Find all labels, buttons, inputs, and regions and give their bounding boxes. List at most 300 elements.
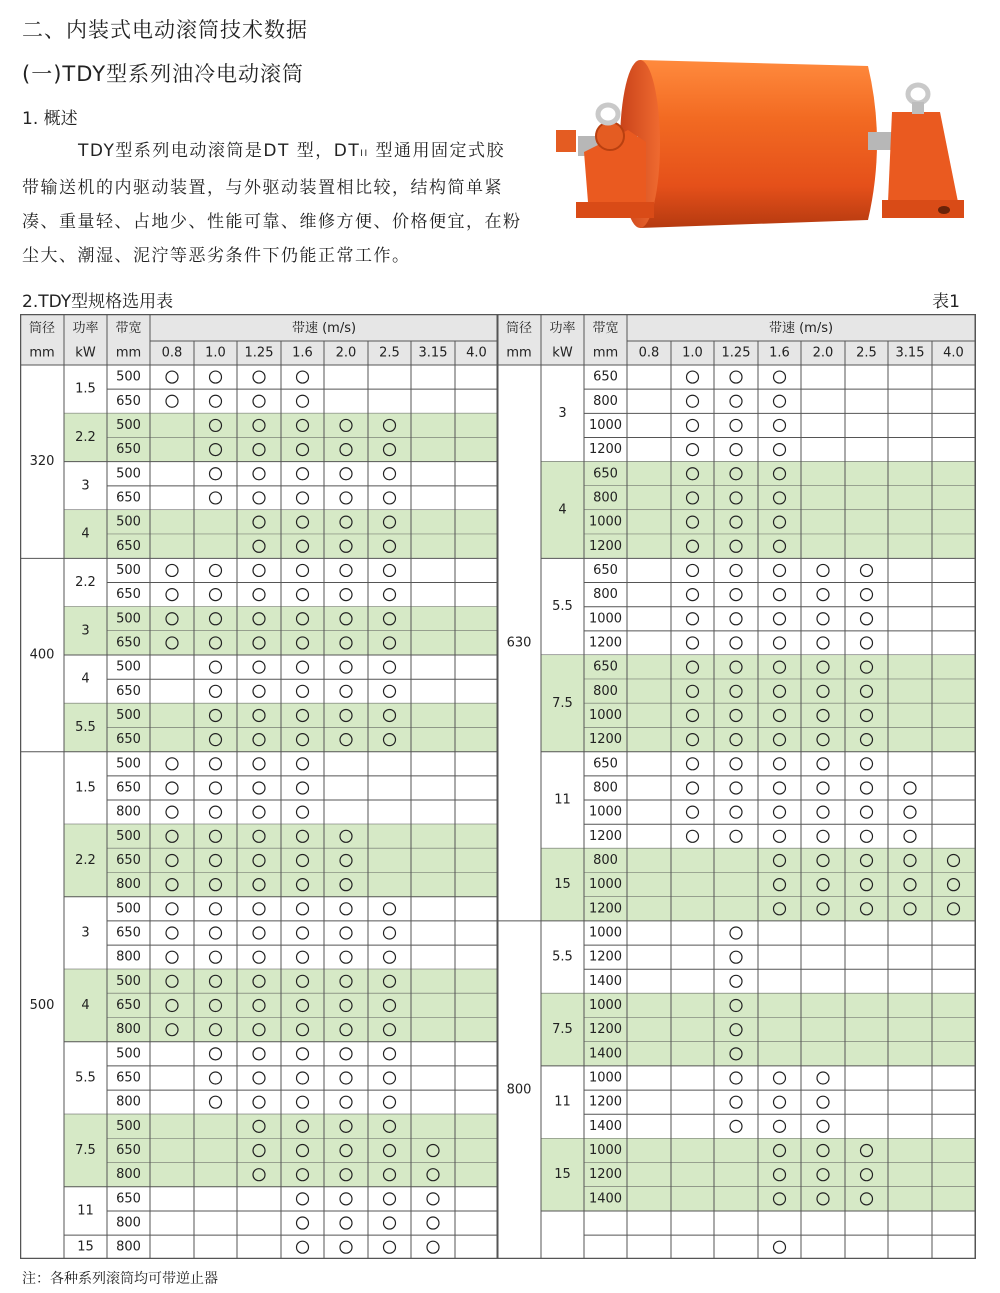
availability-mark xyxy=(253,589,265,601)
power-cell: 5.5 xyxy=(552,599,573,615)
availability-mark xyxy=(384,903,396,915)
availability-mark xyxy=(253,927,265,939)
green-row-bg xyxy=(584,534,975,558)
belt-width-cell: 650 xyxy=(593,659,618,675)
power-cell: 5.5 xyxy=(75,1070,96,1086)
header-drum-diameter: 筒径 xyxy=(505,321,533,336)
availability-mark xyxy=(817,589,829,601)
availability-mark xyxy=(774,830,786,842)
header-width-unit: mm xyxy=(115,345,142,361)
power-cell: 15 xyxy=(554,877,571,893)
availability-mark xyxy=(687,371,699,383)
belt-width-cell: 650 xyxy=(116,442,141,458)
availability-mark xyxy=(774,371,786,383)
availability-mark xyxy=(774,806,786,818)
header-speed-4.0: 4.0 xyxy=(943,345,964,361)
availability-mark xyxy=(166,782,178,794)
green-row-bg xyxy=(584,703,975,727)
availability-mark xyxy=(774,564,786,576)
availability-mark xyxy=(904,782,916,794)
belt-width-cell: 1200 xyxy=(588,828,623,844)
availability-mark xyxy=(253,1048,265,1060)
availability-mark xyxy=(340,1241,352,1253)
availability-mark xyxy=(297,782,309,794)
availability-mark xyxy=(210,371,222,383)
header-speed-2.0: 2.0 xyxy=(335,345,357,361)
green-row-bg xyxy=(584,728,975,752)
availability-mark xyxy=(253,395,265,407)
belt-width-cell: 1200 xyxy=(588,442,623,458)
belt-width-cell: 800 xyxy=(593,683,618,699)
availability-mark xyxy=(297,395,309,407)
availability-mark xyxy=(253,371,265,383)
belt-width-cell: 650 xyxy=(116,538,141,554)
availability-mark xyxy=(384,1241,396,1253)
availability-mark xyxy=(210,468,222,480)
availability-mark xyxy=(210,589,222,601)
availability-mark xyxy=(687,613,699,625)
belt-width-cell: 1200 xyxy=(588,949,623,965)
availability-mark xyxy=(166,927,178,939)
availability-mark xyxy=(253,758,265,770)
availability-mark xyxy=(687,830,699,842)
availability-mark xyxy=(166,589,178,601)
header-power-unit: kW xyxy=(552,345,573,361)
header-belt-width: 带宽 xyxy=(115,321,142,336)
belt-width-cell: 1200 xyxy=(588,732,623,748)
availability-mark xyxy=(340,564,352,576)
availability-mark xyxy=(730,419,742,431)
availability-mark xyxy=(210,661,222,673)
power-cell: 3 xyxy=(81,623,90,639)
power-cell: 7.5 xyxy=(552,1022,573,1038)
green-row-bg xyxy=(107,728,498,752)
availability-mark xyxy=(253,903,265,915)
availability-mark xyxy=(297,927,309,939)
availability-mark xyxy=(297,685,309,697)
availability-mark xyxy=(730,637,742,649)
belt-width-cell: 500 xyxy=(116,466,141,482)
availability-mark xyxy=(730,830,742,842)
belt-width-cell: 800 xyxy=(116,1094,141,1110)
green-row-bg xyxy=(584,486,975,510)
belt-width-cell: 800 xyxy=(116,1167,141,1183)
belt-width-cell: 500 xyxy=(116,707,141,723)
power-cell: 3 xyxy=(81,478,90,494)
availability-mark xyxy=(730,975,742,987)
availability-mark xyxy=(427,1193,439,1205)
availability-mark xyxy=(861,613,873,625)
belt-width-cell: 650 xyxy=(116,1143,141,1159)
availability-mark xyxy=(253,685,265,697)
availability-mark xyxy=(253,782,265,794)
availability-mark xyxy=(210,564,222,576)
belt-width-cell: 650 xyxy=(116,1191,141,1207)
availability-mark xyxy=(253,806,265,818)
availability-mark xyxy=(904,806,916,818)
header-drum-unit: mm xyxy=(29,345,55,361)
header-speed-1.6: 1.6 xyxy=(769,345,790,361)
availability-mark xyxy=(384,564,396,576)
belt-width-cell: 500 xyxy=(116,369,141,385)
availability-mark xyxy=(861,564,873,576)
availability-mark xyxy=(861,830,873,842)
availability-mark xyxy=(384,685,396,697)
availability-mark xyxy=(297,589,309,601)
availability-mark xyxy=(340,1217,352,1229)
header-power: 功率 xyxy=(72,321,99,336)
overview-text-2: 型通用固定式胶带输送机的内驱动装置，与外驱动装置相比较，结构简单紧凑、重量轻、占地少、性能可靠、维修方便、价格便宜，在粉尘大、潮湿、泥泞等恶劣条件下仍能正常工作。 xyxy=(22,141,522,266)
availability-mark xyxy=(774,613,786,625)
availability-mark xyxy=(210,806,222,818)
drum-diameter-cell: 320 xyxy=(29,454,55,470)
availability-mark xyxy=(817,637,829,649)
availability-mark xyxy=(384,1193,396,1205)
availability-mark xyxy=(817,1120,829,1132)
availability-mark xyxy=(904,830,916,842)
power-cell: 5.5 xyxy=(552,949,573,965)
power-cell: 11 xyxy=(77,1203,94,1219)
belt-width-cell: 650 xyxy=(116,852,141,868)
availability-mark xyxy=(730,1072,742,1084)
power-cell: 3 xyxy=(81,925,90,941)
section-heading: 二、内装式电动滚筒技术数据 xyxy=(22,18,308,42)
table-heading: 2.TDY型规格选用表 xyxy=(22,292,174,312)
header-speed-0.8: 0.8 xyxy=(638,345,660,361)
availability-mark xyxy=(340,927,352,939)
header-speed-1.0: 1.0 xyxy=(205,345,226,361)
belt-width-cell: 1000 xyxy=(588,1143,623,1159)
availability-mark xyxy=(210,951,222,963)
belt-width-cell: 1400 xyxy=(588,1191,623,1207)
electric-drum-photo xyxy=(548,52,968,242)
availability-mark xyxy=(384,589,396,601)
availability-mark xyxy=(730,444,742,456)
availability-mark xyxy=(253,951,265,963)
power-cell: 2.2 xyxy=(75,430,96,446)
availability-mark xyxy=(730,589,742,601)
availability-mark xyxy=(384,661,396,673)
availability-mark xyxy=(687,444,699,456)
availability-mark xyxy=(384,927,396,939)
belt-width-cell: 1000 xyxy=(588,1070,623,1086)
availability-mark xyxy=(384,468,396,480)
availability-mark xyxy=(817,613,829,625)
belt-width-cell: 650 xyxy=(116,683,141,699)
belt-width-cell: 500 xyxy=(116,901,141,917)
availability-mark xyxy=(297,806,309,818)
availability-mark xyxy=(340,661,352,673)
availability-mark xyxy=(210,1048,222,1060)
belt-width-cell: 1000 xyxy=(588,417,623,433)
belt-width-cell: 800 xyxy=(593,852,618,868)
availability-mark xyxy=(340,903,352,915)
belt-width-cell: 650 xyxy=(116,925,141,941)
availability-mark xyxy=(210,782,222,794)
availability-mark xyxy=(297,1241,309,1253)
availability-mark xyxy=(384,1217,396,1229)
availability-mark xyxy=(774,1072,786,1084)
availability-mark xyxy=(730,564,742,576)
availability-mark xyxy=(210,1096,222,1108)
belt-width-cell: 800 xyxy=(116,1215,141,1231)
belt-width-cell: 1000 xyxy=(588,998,623,1014)
availability-mark xyxy=(340,1096,352,1108)
drum-diameter-cell: 500 xyxy=(29,998,55,1014)
belt-width-cell: 800 xyxy=(593,780,618,796)
availability-mark xyxy=(730,806,742,818)
belt-width-cell: 1000 xyxy=(588,611,623,627)
power-cell: 7.5 xyxy=(75,1143,96,1159)
belt-width-cell: 1200 xyxy=(588,635,623,651)
drum-diameter-cell: 800 xyxy=(506,1082,532,1098)
belt-width-cell: 500 xyxy=(116,562,141,578)
availability-mark xyxy=(253,468,265,480)
header-power: 功率 xyxy=(549,321,576,336)
availability-mark xyxy=(730,758,742,770)
availability-mark xyxy=(340,589,352,601)
header-width-unit: mm xyxy=(592,345,619,361)
header-speed-3.15: 3.15 xyxy=(418,345,448,361)
header-belt-speed: 带速 (m/s) xyxy=(291,321,357,336)
availability-mark xyxy=(774,782,786,794)
availability-mark xyxy=(687,419,699,431)
belt-width-cell: 650 xyxy=(116,1070,141,1086)
availability-mark xyxy=(297,1217,309,1229)
availability-mark xyxy=(861,589,873,601)
belt-width-cell: 1000 xyxy=(588,707,623,723)
availability-mark xyxy=(253,1072,265,1084)
availability-mark xyxy=(817,782,829,794)
green-row-bg xyxy=(584,679,975,703)
header-speed-0.8: 0.8 xyxy=(161,345,183,361)
green-row-bg xyxy=(107,413,498,437)
belt-width-cell: 650 xyxy=(116,998,141,1014)
power-cell: 1.5 xyxy=(75,780,96,796)
overview-text-1: TDY型系列电动滚筒是DT 型，DT xyxy=(78,141,361,161)
power-cell: 4 xyxy=(81,671,90,687)
drum-diameter-cell: 400 xyxy=(29,647,55,663)
availability-mark xyxy=(730,782,742,794)
power-cell: 3 xyxy=(558,405,567,421)
belt-width-cell: 500 xyxy=(116,828,141,844)
availability-mark xyxy=(730,1120,742,1132)
belt-width-cell: 1200 xyxy=(588,1022,623,1038)
header-speed-2.5: 2.5 xyxy=(379,345,400,361)
belt-width-cell: 650 xyxy=(116,587,141,603)
availability-mark xyxy=(297,468,309,480)
availability-mark xyxy=(253,1096,265,1108)
availability-mark xyxy=(774,1096,786,1108)
belt-width-cell: 800 xyxy=(593,587,618,603)
availability-mark xyxy=(774,419,786,431)
belt-width-cell: 1200 xyxy=(588,901,623,917)
availability-mark xyxy=(166,395,178,407)
green-row-bg xyxy=(584,462,975,486)
belt-width-cell: 650 xyxy=(116,780,141,796)
belt-width-cell: 500 xyxy=(116,973,141,989)
availability-mark xyxy=(210,395,222,407)
header-drum-unit: mm xyxy=(506,345,532,361)
availability-mark xyxy=(817,758,829,770)
green-row-bg xyxy=(584,1138,975,1162)
belt-width-cell: 1400 xyxy=(588,1118,623,1134)
availability-mark xyxy=(297,903,309,915)
belt-width-cell: 500 xyxy=(116,417,141,433)
green-row-bg xyxy=(584,1018,975,1042)
availability-mark xyxy=(427,1241,439,1253)
green-row-bg xyxy=(107,510,498,534)
availability-mark xyxy=(861,806,873,818)
belt-width-cell: 650 xyxy=(593,562,618,578)
header-belt-speed: 带速 (m/s) xyxy=(768,321,834,336)
availability-mark xyxy=(297,1096,309,1108)
availability-mark xyxy=(774,444,786,456)
belt-width-cell: 650 xyxy=(593,466,618,482)
overview-heading: 1. 概述 xyxy=(22,109,78,129)
availability-mark xyxy=(297,951,309,963)
power-cell: 7.5 xyxy=(552,695,573,711)
power-cell: 1.5 xyxy=(75,381,96,397)
availability-mark xyxy=(774,395,786,407)
belt-width-cell: 650 xyxy=(116,635,141,651)
availability-mark xyxy=(297,758,309,770)
availability-mark xyxy=(384,1072,396,1084)
belt-width-cell: 1400 xyxy=(588,1046,623,1062)
belt-width-cell: 1400 xyxy=(588,973,623,989)
availability-mark xyxy=(687,758,699,770)
availability-mark xyxy=(210,903,222,915)
header-speed-1.25: 1.25 xyxy=(244,345,274,361)
power-cell: 4 xyxy=(558,502,567,518)
overview-subscript: II xyxy=(360,149,369,159)
availability-mark xyxy=(730,395,742,407)
header-speed-3.15: 3.15 xyxy=(895,345,925,361)
header-speed-2.5: 2.5 xyxy=(856,345,877,361)
belt-width-cell: 800 xyxy=(116,804,141,820)
availability-mark xyxy=(297,371,309,383)
belt-width-cell: 650 xyxy=(593,756,618,772)
header-speed-1.25: 1.25 xyxy=(721,345,751,361)
availability-mark xyxy=(384,492,396,504)
header-speed-1.6: 1.6 xyxy=(292,345,313,361)
availability-mark xyxy=(774,1120,786,1132)
belt-width-cell: 1200 xyxy=(588,1094,623,1110)
availability-mark xyxy=(166,564,178,576)
power-cell: 4 xyxy=(81,526,90,542)
belt-width-cell: 500 xyxy=(116,1046,141,1062)
availability-mark xyxy=(166,758,178,770)
availability-mark xyxy=(384,1048,396,1060)
green-row-bg xyxy=(584,1163,975,1187)
belt-width-cell: 800 xyxy=(116,877,141,893)
green-row-bg xyxy=(584,1042,975,1066)
green-row-bg xyxy=(584,1187,975,1211)
belt-width-cell: 500 xyxy=(116,611,141,627)
availability-mark xyxy=(774,637,786,649)
availability-mark xyxy=(687,637,699,649)
availability-mark xyxy=(730,613,742,625)
availability-mark xyxy=(687,564,699,576)
belt-width-cell: 800 xyxy=(116,949,141,965)
belt-width-cell: 800 xyxy=(593,490,618,506)
power-cell: 2.2 xyxy=(75,575,96,591)
availability-mark xyxy=(297,564,309,576)
header-speed-1.0: 1.0 xyxy=(682,345,703,361)
availability-mark xyxy=(340,468,352,480)
availability-mark xyxy=(210,758,222,770)
availability-mark xyxy=(166,951,178,963)
availability-mark xyxy=(340,1048,352,1060)
availability-mark xyxy=(340,685,352,697)
belt-width-cell: 500 xyxy=(116,1118,141,1134)
availability-mark xyxy=(687,782,699,794)
subsection-heading: (一)TDY型系列油冷电动滚筒 xyxy=(22,62,305,86)
availability-mark xyxy=(253,492,265,504)
green-row-bg xyxy=(107,703,498,727)
availability-mark xyxy=(687,589,699,601)
power-cell: 15 xyxy=(554,1167,571,1183)
header-power-unit: kW xyxy=(75,345,96,361)
green-row-bg xyxy=(107,1114,498,1138)
availability-mark xyxy=(817,564,829,576)
availability-mark xyxy=(166,806,178,818)
power-cell: 5.5 xyxy=(75,720,96,736)
availability-mark xyxy=(253,661,265,673)
availability-mark xyxy=(166,371,178,383)
header-belt-width: 带宽 xyxy=(592,321,619,336)
availability-mark xyxy=(687,395,699,407)
belt-width-cell: 500 xyxy=(116,514,141,530)
belt-width-cell: 1200 xyxy=(588,1167,623,1183)
availability-mark xyxy=(861,637,873,649)
availability-mark xyxy=(861,758,873,770)
availability-mark xyxy=(817,1096,829,1108)
green-row-bg xyxy=(107,438,498,462)
availability-mark xyxy=(297,492,309,504)
belt-width-cell: 650 xyxy=(116,490,141,506)
availability-mark xyxy=(730,1096,742,1108)
belt-width-cell: 800 xyxy=(116,1239,141,1255)
power-cell: 11 xyxy=(554,792,571,808)
belt-width-cell: 800 xyxy=(116,1022,141,1038)
availability-mark xyxy=(166,903,178,915)
belt-width-cell: 650 xyxy=(593,369,618,385)
availability-mark xyxy=(297,1072,309,1084)
availability-mark xyxy=(253,564,265,576)
power-cell: 4 xyxy=(81,998,90,1014)
header-speed-4.0: 4.0 xyxy=(466,345,487,361)
table-label: 表1 xyxy=(932,292,960,312)
belt-width-cell: 1000 xyxy=(588,877,623,893)
belt-width-cell: 650 xyxy=(116,732,141,748)
green-row-bg xyxy=(584,993,975,1017)
availability-mark xyxy=(297,1193,309,1205)
availability-mark xyxy=(774,758,786,770)
overview-paragraph xyxy=(22,134,522,273)
drum-diameter-cell: 630 xyxy=(506,635,532,651)
power-cell: 11 xyxy=(554,1094,571,1110)
availability-mark xyxy=(297,1048,309,1060)
power-cell: 15 xyxy=(77,1239,94,1255)
availability-mark xyxy=(340,1193,352,1205)
availability-mark xyxy=(817,806,829,818)
availability-mark xyxy=(340,1072,352,1084)
availability-mark xyxy=(340,951,352,963)
availability-mark xyxy=(687,806,699,818)
availability-mark xyxy=(210,685,222,697)
belt-width-cell: 500 xyxy=(116,659,141,675)
